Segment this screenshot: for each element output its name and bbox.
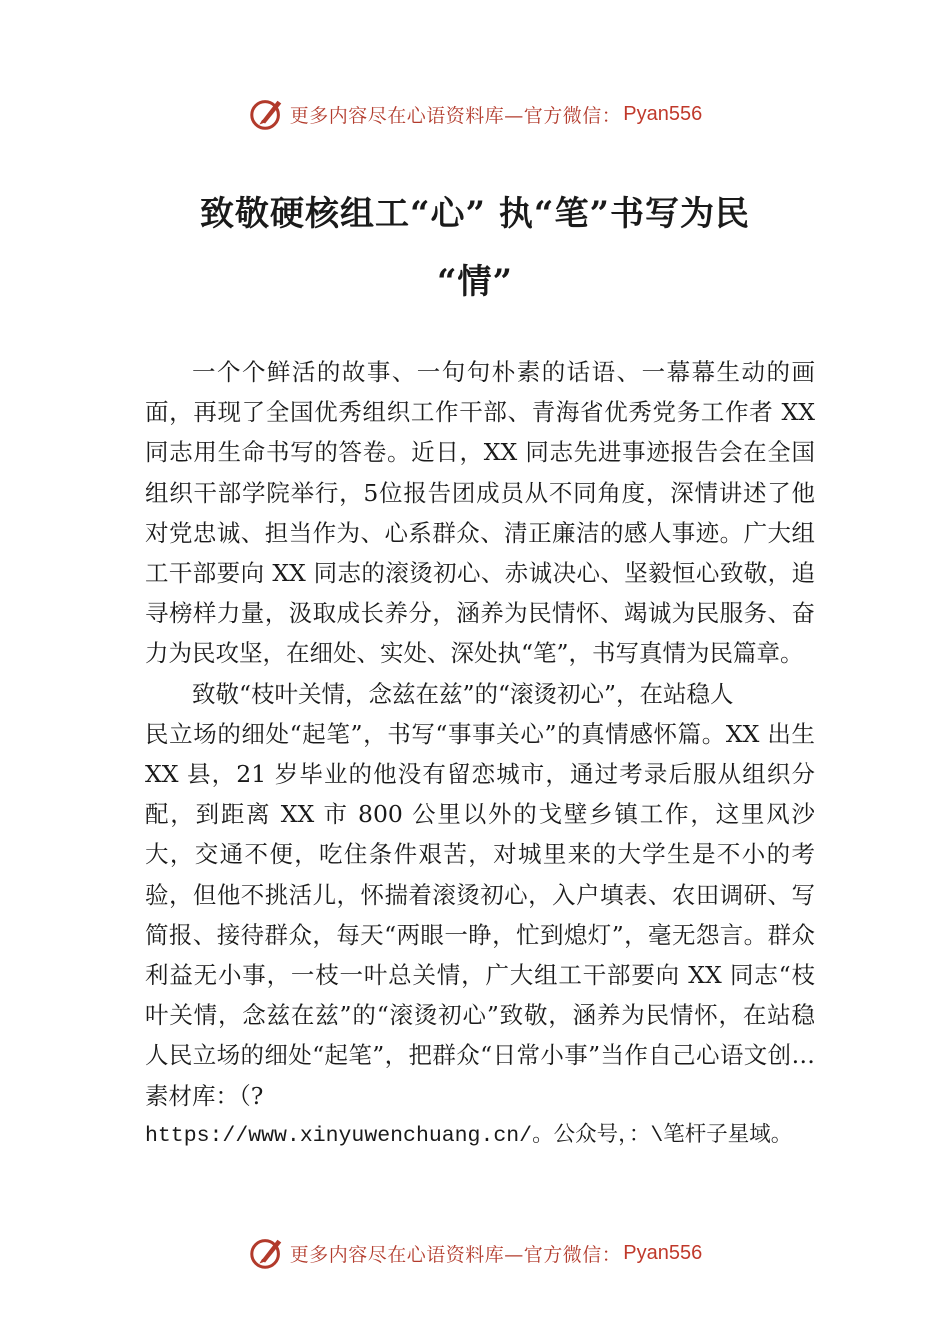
quill-pen-circle-icon [248, 1234, 286, 1272]
article-body [145, 352, 815, 1156]
banner-text: 更多内容尽在心语资料库—官方微信： [289, 1243, 622, 1266]
footer-banner [0, 1231, 950, 1275]
paragraph-2-body: 民立场的细处“起笔”，书写“事事关心”的真情感怀篇。XX 出生 XX 县，21 岁毕业的他没有留恋城市，通过考录后服从组织分配，到距离 XX 市 800 公里以外的戈壁乡镇工作，这里风沙大，交通不便，吃住条件艰苦，对城里来的大学生是不小的考验，但他不挑活儿，怀揣着滚烫初心，入户填表、农田调研、写简报、接待群众，每天“两眼一睁，忙到熄灯”，毫无怨言。群众利益无小事，一枝一叶总关情，广大组工干部要向 XX 同志“枝叶关情，念兹在兹”的“滚烫初心”致敬，涵养为民情怀，在站稳人民立场的细处“起笔”，把群众“日常小事”当作自己心语文创…素材库：（? [145, 719, 815, 1110]
url-line[interactable]: https://www.xinyuwenchuang.cn/。公众号，：\笔杆子星域。 [145, 1123, 793, 1148]
paragraph-2-first-line: 致敬“枝叶关情，念兹在兹”的“滚烫初心”，在站稳人 [192, 679, 734, 708]
article-title [145, 180, 805, 316]
wechat-id: Pyan556 [623, 1241, 703, 1264]
banner-text: 更多内容尽在心语资料库—官方微信： [289, 104, 622, 127]
quill-pen-circle-icon [248, 95, 286, 133]
title-line-2: “情” [436, 262, 514, 302]
header-banner [0, 92, 950, 136]
paragraph-1: 一个个鲜活的故事、一句句朴素的话语、一幕幕生动的画面，再现了全国优秀组织工作干部、青海省优秀党务工作者 XX 同志用生命书写的答卷。近日，XX 同志先进事迹报告会在全国组织干部学院举行，5位报告团成员从不同角度，深情讲述了他对党忠诚、担当作为、心系群众、清正廉洁的感人事迹。广大组工干部要向 XX 同志的滚烫初心、赤诚决心、坚毅恒心致敬，追寻榜样力量，汲取成长养分，涵养为民情怀、竭诚为民服务、奋力为民攻坚，在细处、实处、深处执“笔”，书写真情为民篇章。 [145, 358, 815, 668]
wechat-id: Pyan556 [623, 102, 703, 125]
title-line-1: 致敬硬核组工“心” 执“笔”书写为民 [199, 194, 751, 234]
